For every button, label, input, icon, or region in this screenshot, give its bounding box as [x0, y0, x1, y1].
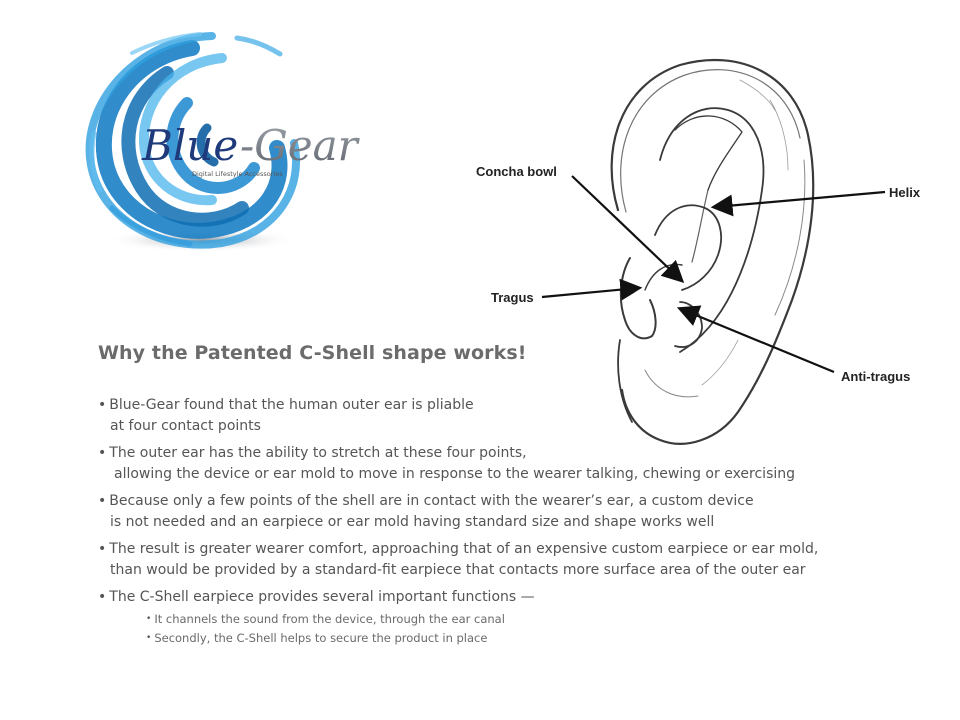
label-concha-bowl: Concha bowl	[476, 164, 557, 179]
page-title: Why the Patented C-Shell shape works!	[98, 342, 527, 364]
bullet-text: at four contact points	[110, 418, 261, 434]
svg-text:-Gear: -Gear	[240, 121, 358, 170]
bullet-list	[98, 395, 938, 648]
bullet-item	[98, 587, 938, 608]
label-tragus: Tragus	[491, 290, 534, 305]
bullet-text: The C-Shell earpiece provides several important functions —	[109, 589, 535, 605]
bullet-item	[98, 491, 938, 533]
sub-bullet-dot: •	[146, 633, 152, 643]
bullet-text: Because only a few points of the shell are in contact with the wearer’s ear, a custom device	[109, 493, 754, 509]
bullet-item	[98, 443, 938, 485]
svg-text:Digital Lifestyle Accessories: Digital Lifestyle Accessories	[192, 170, 283, 178]
label-helix: Helix	[889, 185, 921, 200]
bullet-dot: •	[98, 541, 107, 557]
bullet-dot: •	[98, 445, 107, 461]
bullet-text: The result is greater wearer comfort, approaching that of an expensive custom earpiece or ear mold,	[109, 541, 819, 557]
sub-bullet-text: Secondly, the C-Shell helps to secure the product in place	[154, 631, 488, 645]
bullet-item	[98, 539, 938, 581]
label-anti-tragus: Anti-tragus	[841, 369, 911, 384]
sub-bullet-text: It channels the sound from the device, through the ear canal	[154, 612, 505, 626]
sub-bullet-item	[98, 610, 938, 629]
bullet-dot: •	[98, 397, 107, 413]
svg-text:Blue: Blue	[142, 121, 239, 170]
bullet-text: than would be provided by a standard-fit earpiece that contacts more surface area of the outer ear	[110, 562, 806, 578]
bullet-text: is not needed and an earpiece or ear mold having standard size and shape works well	[110, 514, 715, 530]
sub-bullet-item	[98, 629, 938, 648]
bullet-dot: •	[98, 589, 107, 605]
blue-gear-logo	[72, 18, 382, 268]
bullet-item	[98, 395, 938, 437]
bullet-text: The outer ear has the ability to stretch at these four points,	[109, 445, 527, 461]
bullet-text: allowing the device or ear mold to move in response to the wearer talking, chewing or exercising	[114, 466, 796, 482]
sub-bullet-dot: •	[146, 614, 152, 624]
bullet-text: Blue-Gear found that the human outer ear is pliable	[109, 397, 474, 413]
bullet-dot: •	[98, 493, 107, 509]
